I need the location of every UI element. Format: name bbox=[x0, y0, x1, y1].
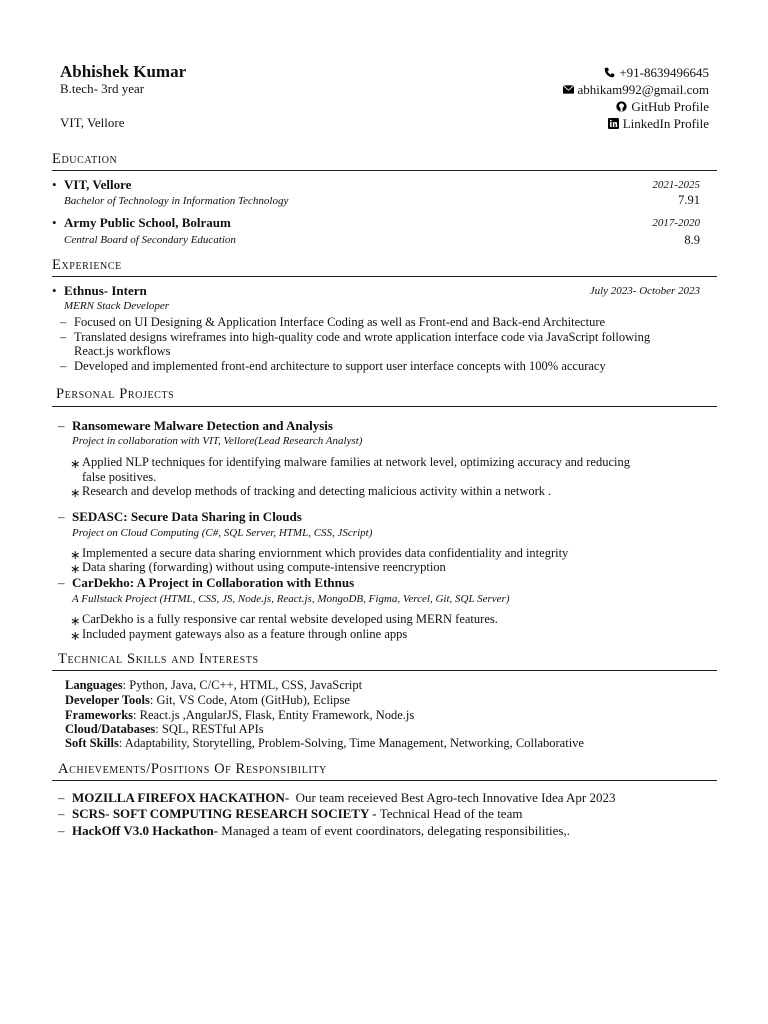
bullet-icon: • bbox=[52, 283, 57, 298]
project-name: SEDASC: Secure Data Sharing in Clouds bbox=[72, 509, 302, 524]
achievement-text: Technical Head of the team bbox=[379, 806, 523, 821]
star-bullet-icon: ∗ bbox=[70, 614, 81, 628]
project-name: CarDekho: A Project in Collaboration with Ethnus bbox=[72, 575, 355, 590]
project-bullet-continued: false positives. bbox=[82, 470, 157, 484]
section-divider bbox=[52, 670, 717, 671]
skill-row bbox=[65, 722, 264, 737]
experience-dates: July 2023- October 2023 bbox=[589, 285, 700, 297]
skill-label: Soft Skills bbox=[65, 736, 119, 750]
achievement-item bbox=[72, 790, 616, 806]
skills-heading: Technical Skills and Interests bbox=[58, 651, 259, 667]
project-name: Ransomeware Malware Detection and Analysis bbox=[72, 418, 333, 433]
phone-number: +91-8639496645 bbox=[619, 65, 709, 80]
skill-value: : SQL, RESTful APIs bbox=[155, 722, 264, 736]
linkedin-label: LinkedIn Profile bbox=[622, 116, 709, 131]
project-description: Project in collaboration with VIT, Vellore(Lead Research Analyst) bbox=[72, 435, 363, 447]
education-school: Army Public School, Bolraum bbox=[64, 215, 231, 230]
skill-value: : React.js ,AngularJS, Flask, Entity Framework, Node.js bbox=[133, 708, 415, 722]
bullet-icon: • bbox=[52, 177, 57, 192]
star-bullet-icon: ∗ bbox=[70, 548, 81, 562]
experience-role: MERN Stack Developer bbox=[64, 300, 170, 312]
project-bullet: Implemented a secure data sharing enviornment which provides data confidentiality and integrity bbox=[82, 546, 569, 560]
education-years: 2017-2020 bbox=[652, 217, 700, 229]
skill-label: Cloud/Databases bbox=[65, 722, 156, 736]
achievement-text: Managed a team of event coordinators, delegating responsibilities,. bbox=[221, 823, 570, 838]
dash-icon: – bbox=[58, 418, 65, 433]
envelope-icon bbox=[563, 84, 574, 95]
project-bullet: Included payment gateways also as a feature through online apps bbox=[82, 627, 408, 641]
education-years: 2021-2025 bbox=[652, 179, 700, 191]
education-score: 8.9 bbox=[684, 233, 700, 247]
dash-icon: – bbox=[58, 790, 65, 805]
section-divider bbox=[52, 170, 717, 171]
skill-row bbox=[65, 708, 414, 723]
star-bullet-icon: ∗ bbox=[70, 562, 81, 576]
email-address: abhikam992@gmail.com bbox=[577, 82, 709, 97]
experience-bullet: Translated designs wireframes into high-quality code and wrote application interface code via JavaScript following bbox=[74, 330, 651, 344]
achievement-label: HackOff V3.0 Hackathon- bbox=[72, 823, 219, 838]
skill-label: Frameworks bbox=[65, 708, 134, 722]
experience-company: Ethnus- Intern bbox=[64, 283, 147, 298]
achievement-label: SCRS- SOFT COMPUTING RESEARCH SOCIETY - bbox=[72, 806, 377, 821]
phone-icon bbox=[604, 67, 615, 78]
star-bullet-icon: ∗ bbox=[70, 457, 81, 471]
skill-label: Developer Tools bbox=[65, 693, 150, 707]
project-bullet: CarDekho is a fully responsive car rental website developed using MERN features. bbox=[82, 612, 498, 626]
candidate-name: Abhishek Kumar bbox=[60, 62, 187, 81]
skill-value: : Python, Java, C/C++, HTML, CSS, JavaScript bbox=[122, 678, 363, 692]
github-link[interactable] bbox=[616, 99, 709, 115]
experience-heading: Experience bbox=[52, 257, 122, 273]
skill-value: : Git, VS Code, Atom (GitHub), Eclipse bbox=[149, 693, 350, 707]
project-bullet: Research and develop methods of tracking and detecting malicious activity within a network . bbox=[82, 484, 552, 498]
achievement-item bbox=[72, 806, 522, 822]
dash-icon: – bbox=[58, 823, 65, 838]
achievement-label: MOZILLA FIREFOX HACKATHON- bbox=[72, 790, 290, 805]
candidate-location: VIT, Vellore bbox=[60, 115, 125, 130]
star-bullet-icon: ∗ bbox=[70, 629, 81, 643]
email-contact[interactable] bbox=[563, 82, 709, 98]
achievements-heading: Achievements/Positions Of Responsibility bbox=[58, 761, 327, 777]
skill-value: : Adaptability, Storytelling, Problem-Solving, Time Management, Networking, Collaborative bbox=[118, 736, 584, 750]
achievement-item bbox=[72, 823, 570, 839]
skill-row bbox=[65, 736, 584, 751]
dash-icon: – bbox=[60, 315, 67, 329]
skill-label: Languages bbox=[65, 678, 123, 692]
dash-icon: – bbox=[60, 359, 67, 373]
project-description: Project on Cloud Computing (C#, SQL Server, HTML, CSS, JScript) bbox=[72, 527, 373, 539]
bullet-icon: • bbox=[52, 215, 57, 230]
projects-heading: Personal Projects bbox=[56, 386, 175, 402]
education-school: VIT, Vellore bbox=[64, 177, 132, 192]
project-bullet: Applied NLP techniques for identifying malware families at network level, optimizing accuracy and reducing bbox=[82, 455, 630, 469]
education-degree: Bachelor of Technology in Information Technology bbox=[64, 195, 289, 207]
linkedin-icon bbox=[608, 118, 619, 129]
linkedin-link[interactable] bbox=[608, 116, 709, 132]
education-heading: Education bbox=[52, 151, 118, 167]
skill-row bbox=[65, 693, 350, 708]
dash-icon: – bbox=[58, 806, 65, 821]
skill-row bbox=[65, 678, 362, 693]
project-bullet: Data sharing (forwarding) without using compute-intensive reencryption bbox=[82, 560, 446, 574]
education-score: 7.91 bbox=[678, 193, 700, 207]
project-description: A Fullstack Project (HTML, CSS, JS, Node.js, React.js, MongoDB, Figma, Vercel, Git, SQL Server) bbox=[72, 593, 510, 605]
candidate-subtitle: B.tech- 3rd year bbox=[60, 81, 145, 96]
section-divider bbox=[52, 276, 717, 277]
achievement-text: Our team receieved Best Agro-tech Innovative Idea Apr 2023 bbox=[295, 790, 616, 805]
section-divider bbox=[52, 406, 717, 407]
dash-icon: – bbox=[60, 330, 67, 344]
github-label: GitHub Profile bbox=[631, 99, 709, 114]
star-bullet-icon: ∗ bbox=[70, 486, 81, 500]
experience-bullet: Developed and implemented front-end architecture to support user interface concepts with 100% accuracy bbox=[74, 359, 606, 373]
phone-contact[interactable] bbox=[604, 65, 709, 81]
dash-icon: – bbox=[58, 509, 65, 524]
experience-bullet-continued: React.js workflows bbox=[74, 344, 171, 358]
dash-icon: – bbox=[58, 575, 65, 590]
section-divider bbox=[52, 780, 717, 781]
github-icon bbox=[616, 101, 627, 112]
experience-bullet: Focused on UI Designing & Application Interface Coding as well as Front-end and Back-end Architecture bbox=[74, 315, 606, 329]
education-degree: Central Board of Secondary Education bbox=[64, 234, 236, 246]
